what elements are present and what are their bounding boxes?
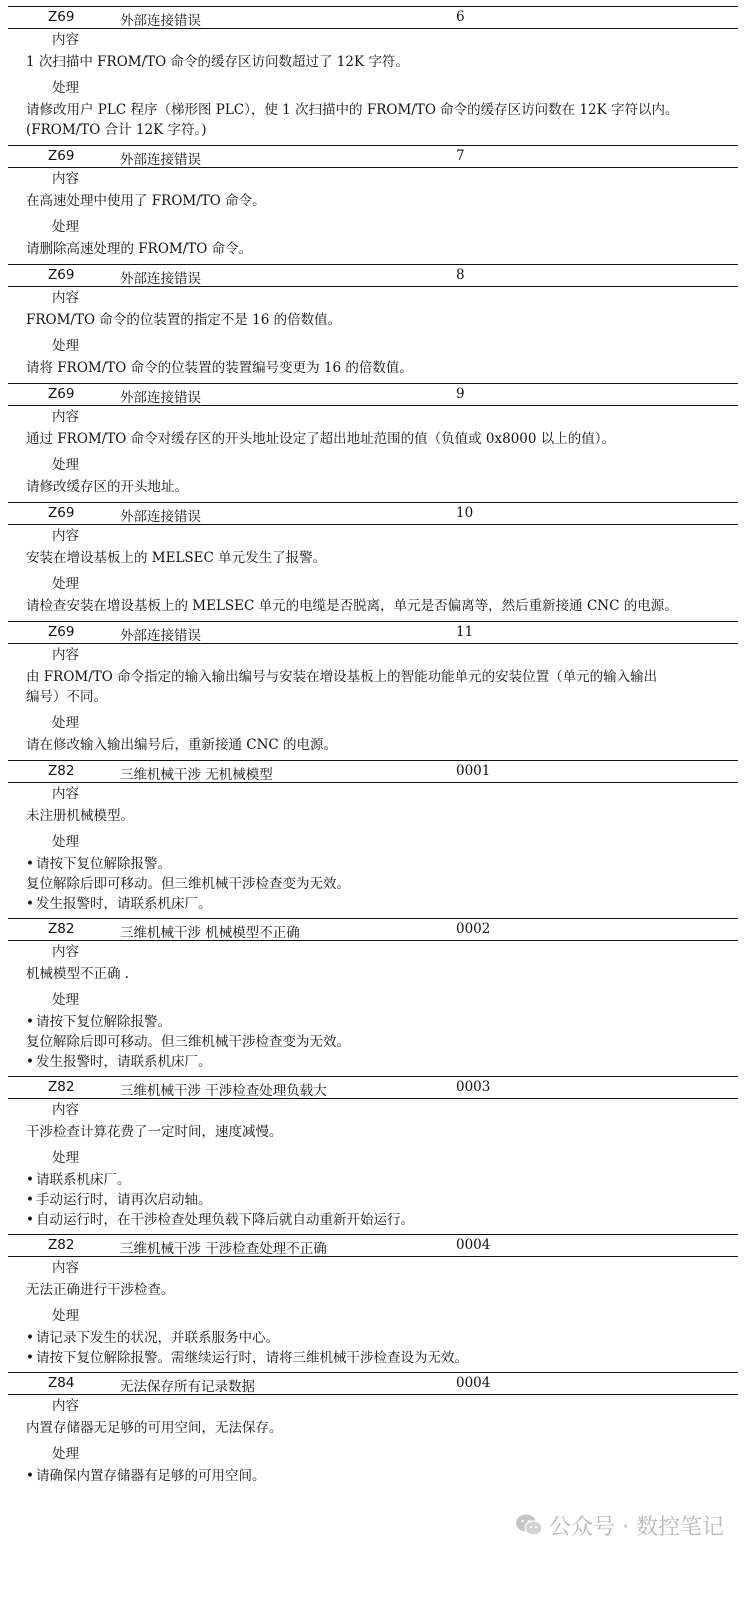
action-label: 处理 <box>52 1446 79 1462</box>
alarm-header <box>8 760 738 783</box>
bullet-item: • 手动运行时，请再次启动轴。 <box>26 1190 738 1210</box>
alarm-number: 10 <box>456 505 474 521</box>
content-line: FROM/TO 命令的位装置的指定不是 16 的倍数值。 <box>26 312 342 328</box>
content-label: 内容 <box>52 409 79 425</box>
wechat-icon <box>515 1513 543 1543</box>
content-label: 内容 <box>52 1102 79 1118</box>
content-line: 内置存储器无足够的可用空间，无法保存。 <box>26 1420 283 1436</box>
bullet-item: • 请联系机床厂。 <box>26 1170 738 1190</box>
alarm-number: 8 <box>456 267 465 283</box>
bullet-item: • 请按下复位解除报警。需继续运行时，请将三维机械干涉检查设为无效。 <box>26 1348 738 1368</box>
content-text <box>8 1122 738 1142</box>
alarm-header <box>8 264 738 287</box>
action-text <box>8 735 738 755</box>
alarm-header <box>8 6 738 29</box>
action-list <box>8 1466 738 1486</box>
bullet-item: • 发生报警时，请联系机床厂。 <box>26 1052 738 1072</box>
action-text <box>8 100 738 140</box>
alarm-name: 外部连接错误 <box>120 509 201 525</box>
list-note: 复位解除后即可移动。但三维机械干涉检查变为无效。 <box>26 1034 350 1050</box>
action-label: 处理 <box>52 576 79 592</box>
watermark-text: 公众号 · 数控笔记 <box>549 1515 724 1540</box>
content-line: 通过 FROM/TO 命令对缓存区的开头地址设定了超出地址范围的值（负值或 0x8000 以上的值）。 <box>26 431 616 447</box>
alarm-entry <box>8 383 738 497</box>
alarm-name: 无法保存所有记录数据 <box>120 1379 255 1395</box>
action-line: 请修改用户 PLC 程序（梯形图 PLC），使 1 次扫描中的 FROM/TO 命令的缓存区访问数在 12K 字符以内。 <box>26 102 679 118</box>
action-label: 处理 <box>52 219 79 235</box>
content-line: 未注册机械模型。 <box>26 808 134 824</box>
action-line: 请在修改输入输出编号后，重新接通 CNC 的电源。 <box>26 737 338 753</box>
content-line: 在高速处理中使用了 FROM/TO 命令。 <box>26 193 266 209</box>
alarm-code: Z69 <box>48 148 75 164</box>
alarm-entry <box>8 621 738 755</box>
alarm-code: Z69 <box>48 9 75 25</box>
content-text <box>8 667 738 707</box>
content-text <box>8 191 738 211</box>
alarm-header <box>8 1234 738 1257</box>
alarm-name: 三维机械干涉 机械模型不正确 <box>120 925 300 941</box>
content-label: 内容 <box>52 290 79 306</box>
action-label: 处理 <box>52 457 79 473</box>
action-label: 处理 <box>52 1308 79 1324</box>
action-label: 处理 <box>52 1150 79 1166</box>
bullet-item: • 请记录下发生的状况，并联系服务中心。 <box>26 1328 738 1348</box>
alarm-number: 0001 <box>456 763 491 779</box>
action-line: 请删除高速处理的 FROM/TO 命令。 <box>26 241 253 257</box>
alarm-code: Z69 <box>48 624 75 640</box>
content-label: 内容 <box>52 32 79 48</box>
alarm-header <box>8 145 738 168</box>
alarm-header <box>8 918 738 941</box>
content-line: 安装在增设基板上的 MELSEC 单元发生了报警。 <box>26 550 327 566</box>
content-label: 内容 <box>52 786 79 802</box>
action-label: 处理 <box>52 715 79 731</box>
action-text <box>8 358 738 378</box>
content-line: 编号）不同。 <box>26 689 107 705</box>
alarm-entry <box>8 760 738 914</box>
content-text <box>8 548 738 568</box>
alarm-entry <box>8 1372 738 1486</box>
alarm-number: 11 <box>456 624 474 640</box>
alarm-code: Z69 <box>48 386 75 402</box>
content-text <box>8 52 738 72</box>
alarm-code: Z82 <box>48 1079 75 1095</box>
alarm-name: 三维机械干涉 干涉检查处理不正确 <box>120 1241 327 1257</box>
alarm-document <box>8 6 738 1490</box>
content-line: 无法正确进行干涉检查。 <box>26 1282 175 1298</box>
bullet-item: • 发生报警时，请联系机床厂。 <box>26 894 738 914</box>
alarm-entry <box>8 918 738 1072</box>
content-label: 内容 <box>52 944 79 960</box>
content-line: 干涉检查计算花费了一定时间，速度减慢。 <box>26 1124 283 1140</box>
action-line: 请将 FROM/TO 命令的位装置的装置编号变更为 16 的倍数值。 <box>26 360 413 376</box>
alarm-number: 0004 <box>456 1237 491 1253</box>
alarm-name: 三维机械干涉 干涉检查处理负载大 <box>120 1083 327 1099</box>
content-label: 内容 <box>52 1398 79 1414</box>
alarm-number: 7 <box>456 148 465 164</box>
alarm-number: 0002 <box>456 921 491 937</box>
alarm-number: 6 <box>456 9 465 25</box>
content-label: 内容 <box>52 647 79 663</box>
content-label: 内容 <box>52 171 79 187</box>
alarm-code: Z82 <box>48 763 75 779</box>
action-text <box>8 477 738 497</box>
alarm-header <box>8 502 738 525</box>
content-text <box>8 310 738 330</box>
alarm-header <box>8 383 738 406</box>
alarm-code: Z69 <box>48 267 75 283</box>
action-line: 请检查安装在增设基板上的 MELSEC 单元的电缆是否脱离，单元是否偏离等，然后重新接通 CNC 的电源。 <box>26 598 678 614</box>
alarm-number: 0003 <box>456 1079 491 1095</box>
alarm-code: Z84 <box>48 1375 75 1391</box>
alarm-header <box>8 1372 738 1395</box>
action-label: 处理 <box>52 80 79 96</box>
alarm-code: Z69 <box>48 505 75 521</box>
alarm-number: 9 <box>456 386 465 402</box>
content-label: 内容 <box>52 1260 79 1276</box>
action-list <box>8 1012 738 1072</box>
alarm-entry <box>8 502 738 616</box>
content-text <box>8 429 738 449</box>
alarm-code: Z82 <box>48 1237 75 1253</box>
alarm-code: Z82 <box>48 921 75 937</box>
alarm-entry <box>8 145 738 259</box>
action-list <box>8 1328 738 1368</box>
alarm-number: 0004 <box>456 1375 491 1391</box>
alarm-name: 外部连接错误 <box>120 13 201 29</box>
alarm-header <box>8 1076 738 1099</box>
bullet-item: • 请按下复位解除报警。 <box>26 854 738 874</box>
action-text <box>8 239 738 259</box>
alarm-entry <box>8 264 738 378</box>
action-label: 处理 <box>52 338 79 354</box>
content-line: 机械模型不正确 . <box>26 966 130 982</box>
alarm-name: 外部连接错误 <box>120 152 201 168</box>
alarm-name: 外部连接错误 <box>120 628 201 644</box>
content-line: 1 次扫描中 FROM/TO 命令的缓存区访问数超过了 12K 字符。 <box>26 54 409 70</box>
alarm-entry <box>8 6 738 140</box>
list-note: 复位解除后即可移动。但三维机械干涉检查变为无效。 <box>26 876 350 892</box>
action-text <box>8 596 738 616</box>
content-text <box>8 806 738 826</box>
watermark <box>515 1510 724 1543</box>
content-label: 内容 <box>52 528 79 544</box>
action-line: (FROM/TO 合计 12K 字符。) <box>26 122 207 138</box>
alarm-entry <box>8 1076 738 1230</box>
alarm-name: 外部连接错误 <box>120 390 201 406</box>
content-text <box>8 1418 738 1438</box>
action-list <box>8 1170 738 1230</box>
alarm-name: 外部连接错误 <box>120 271 201 287</box>
action-label: 处理 <box>52 834 79 850</box>
alarm-name: 三维机械干涉 无机械模型 <box>120 767 273 783</box>
content-text <box>8 1280 738 1300</box>
alarm-header <box>8 621 738 644</box>
action-list <box>8 854 738 914</box>
action-label: 处理 <box>52 992 79 1008</box>
alarm-entry <box>8 1234 738 1368</box>
bullet-item: • 自动运行时，在干涉检查处理负载下降后就自动重新开始运行。 <box>26 1210 738 1230</box>
action-line: 请修改缓存区的开头地址。 <box>26 479 188 495</box>
content-text <box>8 964 738 984</box>
bullet-item: • 请按下复位解除报警。 <box>26 1012 738 1032</box>
content-line: 由 FROM/TO 命令指定的输入输出编号与安装在增设基板上的智能功能单元的安装位置（单元的输入输出 <box>26 669 658 685</box>
bullet-item: • 请确保内置存储器有足够的可用空间。 <box>26 1466 738 1486</box>
